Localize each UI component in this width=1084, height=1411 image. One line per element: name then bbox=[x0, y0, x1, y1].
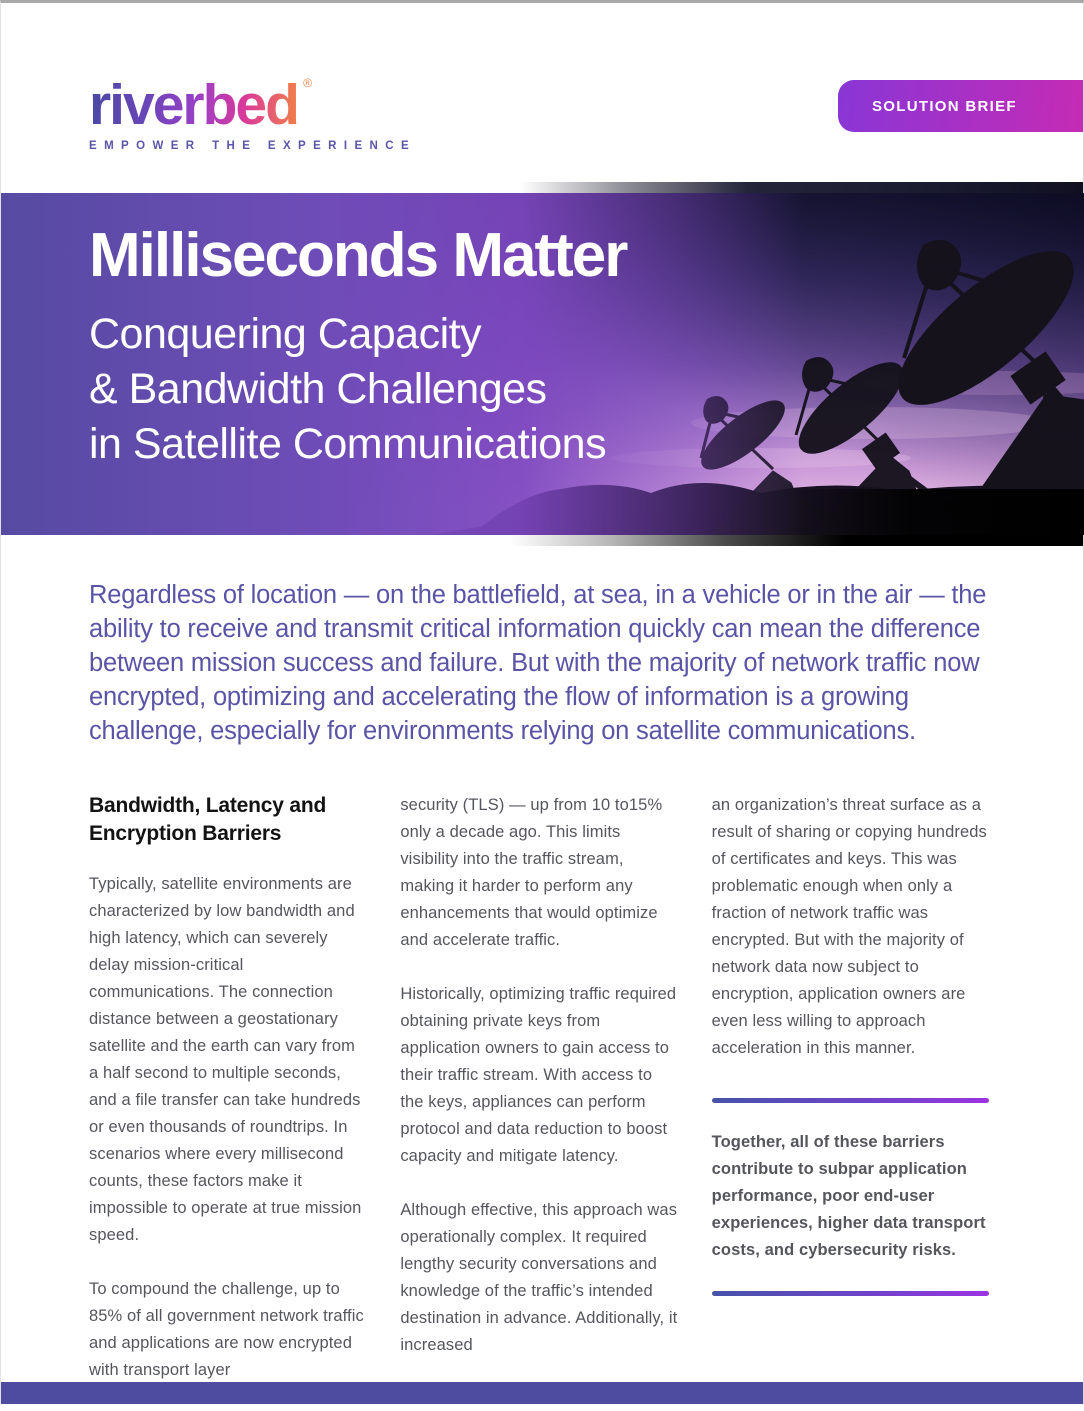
body-paragraph: security (TLS) — up from 10 to15% only a decade ago. This limits visibility into the traffic stream, making it harder to perform any enhancements that would optimize and accelerate traffic. bbox=[400, 796, 663, 949]
solution-brief-badge bbox=[838, 80, 1083, 132]
body-paragraph: Typically, satellite environments are characterized by low bandwidth and high latency, which can severely delay mission-critical communications. The connection distance between a geostationary satellite and the earth can vary from a half second to multiple seconds, and a file transfer can take hundreds or even thousands of roundtrips. In scenarios where every millisecond counts, these factors make it impossible to operate at true mission speed. bbox=[89, 875, 362, 1245]
hero-title: Milliseconds Matter bbox=[89, 221, 627, 290]
footer-bar bbox=[1, 1382, 1083, 1404]
hero-subtitle-line-1: Conquering Capacity bbox=[89, 310, 482, 358]
section-heading: Bandwidth, Latency and Encryption Barriers bbox=[89, 794, 327, 845]
hero-subtitle-line-3: in Satellite Communications bbox=[89, 420, 607, 468]
page-header bbox=[1, 3, 1083, 182]
column-1 bbox=[89, 792, 366, 1411]
registered-trademark-icon: ® bbox=[303, 76, 310, 90]
logo-brand-text: riverbed bbox=[89, 73, 298, 137]
pull-quote bbox=[712, 1098, 989, 1296]
riverbed-logo bbox=[89, 73, 417, 152]
hero-banner bbox=[1, 193, 1084, 535]
column-3 bbox=[712, 792, 989, 1411]
pull-quote-text: Together, all of these barriers contribute to subpar application performance, poor end-user experiences, higher data transport costs, and cybersecurity risks. bbox=[711, 1133, 986, 1259]
hero-text-block bbox=[89, 219, 626, 472]
hero-top-fade-band bbox=[1, 182, 1083, 193]
body-paragraph: To compound the challenge, up to 85% of all government network traffic and applications are now encrypted with transport layer bbox=[89, 1280, 364, 1380]
article-columns bbox=[89, 792, 989, 1411]
hero-subtitle bbox=[89, 307, 626, 472]
body-paragraph: Although effective, this approach was operationally complex. It required lengthy security conversations and knowledge of the traffic’s intended destination in advance. Additionally, it increased bbox=[400, 1201, 678, 1354]
hero-subtitle-line-2: & Bandwidth Challenges bbox=[89, 365, 547, 413]
body-paragraph: Historically, optimizing traffic required obtaining private keys from application owners to gain access to their traffic stream. With access to the keys, appliances can perform protocol and data reduction to boost capacity and mitigate latency. bbox=[400, 985, 677, 1165]
logo-tagline: EMPOWER THE EXPERIENCE bbox=[89, 140, 417, 152]
body-paragraph: an organization’s threat surface as a result of sharing or copying hundreds of certificates and keys. This was problematic enough when only a fraction of network traffic was encrypted. But with the majority of network data now subject to encryption, application owners are even less willing to approach acceleration in this manner. bbox=[711, 796, 987, 1057]
hero-bottom-fade-band bbox=[1, 535, 1083, 546]
pull-quote-top-rule bbox=[712, 1098, 989, 1103]
column-2 bbox=[400, 792, 677, 1411]
solution-brief-badge-label: SOLUTION BRIEF bbox=[872, 97, 1017, 115]
riverbed-logo-wordmark bbox=[89, 73, 310, 137]
pull-quote-bottom-rule bbox=[712, 1291, 989, 1296]
intro-paragraph: Regardless of location — on the battlefield, at sea, in a vehicle or in the air — the ability to receive and transmit critical information quickly can mean the difference between mission success and failure. But with the majority of network traffic now encrypted, optimizing and accelerating the flow of information is a growing challenge, especially for environments relying on satellite communications. bbox=[89, 581, 987, 745]
